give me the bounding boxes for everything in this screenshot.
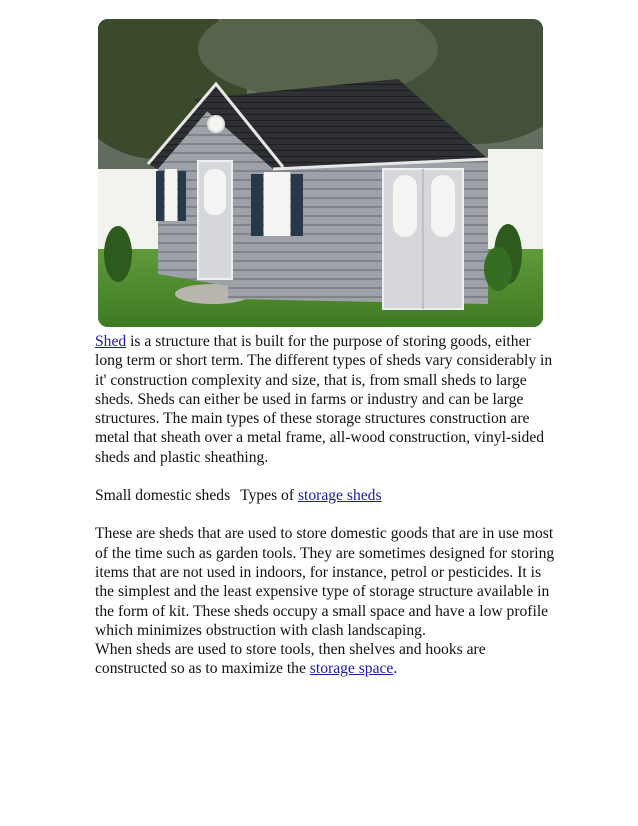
storage-space-link[interactable]: storage space bbox=[309, 660, 394, 678]
subheading-types-of: Types of bbox=[240, 487, 298, 505]
subheading-small-domestic: Small domestic sheds bbox=[95, 487, 231, 505]
paragraph-domestic-sheds: These are sheds that are used to store domestic goods that are in use most of the time such as garden tools. They are sometimes designed for storing items that are not used in indoors, for instance, petrol or pesticides. It is the simplest and the least expensive type of storage structure available in the form of kit. These sheds occupy a small space and have a low profile which minimizes obstruction with clash landscaping. bbox=[95, 525, 555, 639]
paragraph-tools-text: When sheds are used to store tools, then shelves and hooks are constructed so as to maximize the bbox=[95, 641, 486, 678]
paragraph-intro bbox=[95, 332, 555, 467]
paragraph-intro-text: is a structure that is built for the purpose of storing goods, either long term or short term. The different types of sheds vary considerably in it' construction complexity and size, that is, from small sheds to large sheds. Sheds can either be used in farms or industry and can be large structures. The main types of these storage structures construction are metal that sheath over a metal frame, all-wood construction, vinyl-sided sheds and plastic sheathing. bbox=[95, 333, 553, 466]
spacer bbox=[95, 505, 555, 524]
shed-photo-icon bbox=[98, 19, 543, 327]
spacer bbox=[95, 467, 555, 486]
shed-photo bbox=[98, 19, 543, 327]
shed-link[interactable]: Shed bbox=[95, 333, 127, 350]
paragraph-tools-end: . bbox=[393, 660, 398, 678]
storage-sheds-link[interactable]: storage sheds bbox=[297, 487, 382, 505]
article-text bbox=[95, 332, 555, 679]
paragraph-tools bbox=[95, 640, 555, 679]
subheading-line bbox=[95, 486, 555, 505]
